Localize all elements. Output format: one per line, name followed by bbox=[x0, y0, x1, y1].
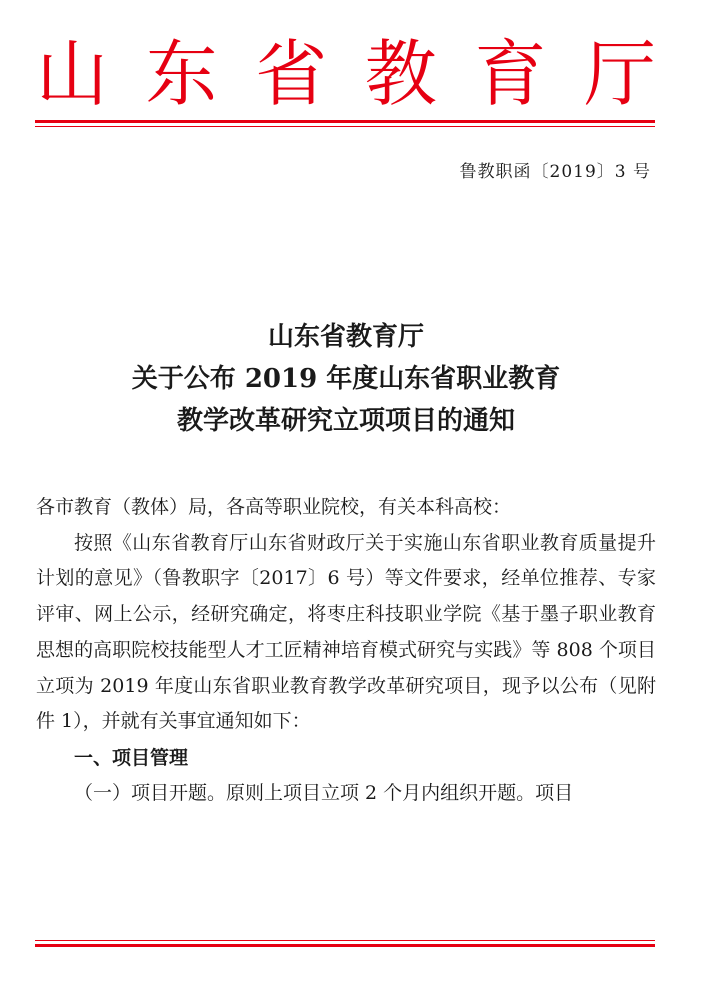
subsection-paragraph: （一）项目开题。原则上项目立项 2 个月内组织开题。项目 bbox=[74, 781, 574, 804]
masthead bbox=[0, 28, 703, 118]
document-body bbox=[36, 490, 656, 812]
addressee-line: 各市教育（教体）局，各高等职业院校，有关本科高校： bbox=[36, 496, 512, 518]
body-paragraph: 按照《山东省教育厅山东省财政厅关于实施山东省职业教育质量提升计划的意见》（鲁教职字〔2017〕6 号）等文件要求，经单位推荐、专家评审、网上公示，经研究确定，将枣庄科技职业学院《基于墨子职业教育思想的高职院校技能型人才工匠精神培育模式研究与实践》等 808 个项目立项为 2019 年度山东省职业教育教学改革研究项目，现予以公布（见附件 1），并就有关事宜通知如下： bbox=[36, 531, 656, 733]
header-red-rule-thick bbox=[35, 120, 655, 123]
issuer-title: 山 东 省 教 育 厅 bbox=[36, 32, 656, 116]
footer-red-rule-thin bbox=[35, 940, 655, 941]
title-line-3: 教学改革研究立项项目的通知 bbox=[176, 406, 515, 436]
title-line-2: 关于公布 2019 年度山东省职业教育 bbox=[131, 364, 561, 394]
header-red-rule-thin bbox=[35, 126, 655, 127]
section-heading: 一、项目管理 bbox=[74, 746, 189, 769]
footer-red-rule-thick bbox=[35, 944, 655, 947]
document-number: 鲁教职函〔2019〕3 号 bbox=[459, 162, 651, 182]
title-line-1: 山东省教育厅 bbox=[267, 322, 424, 352]
document-title bbox=[36, 316, 656, 442]
